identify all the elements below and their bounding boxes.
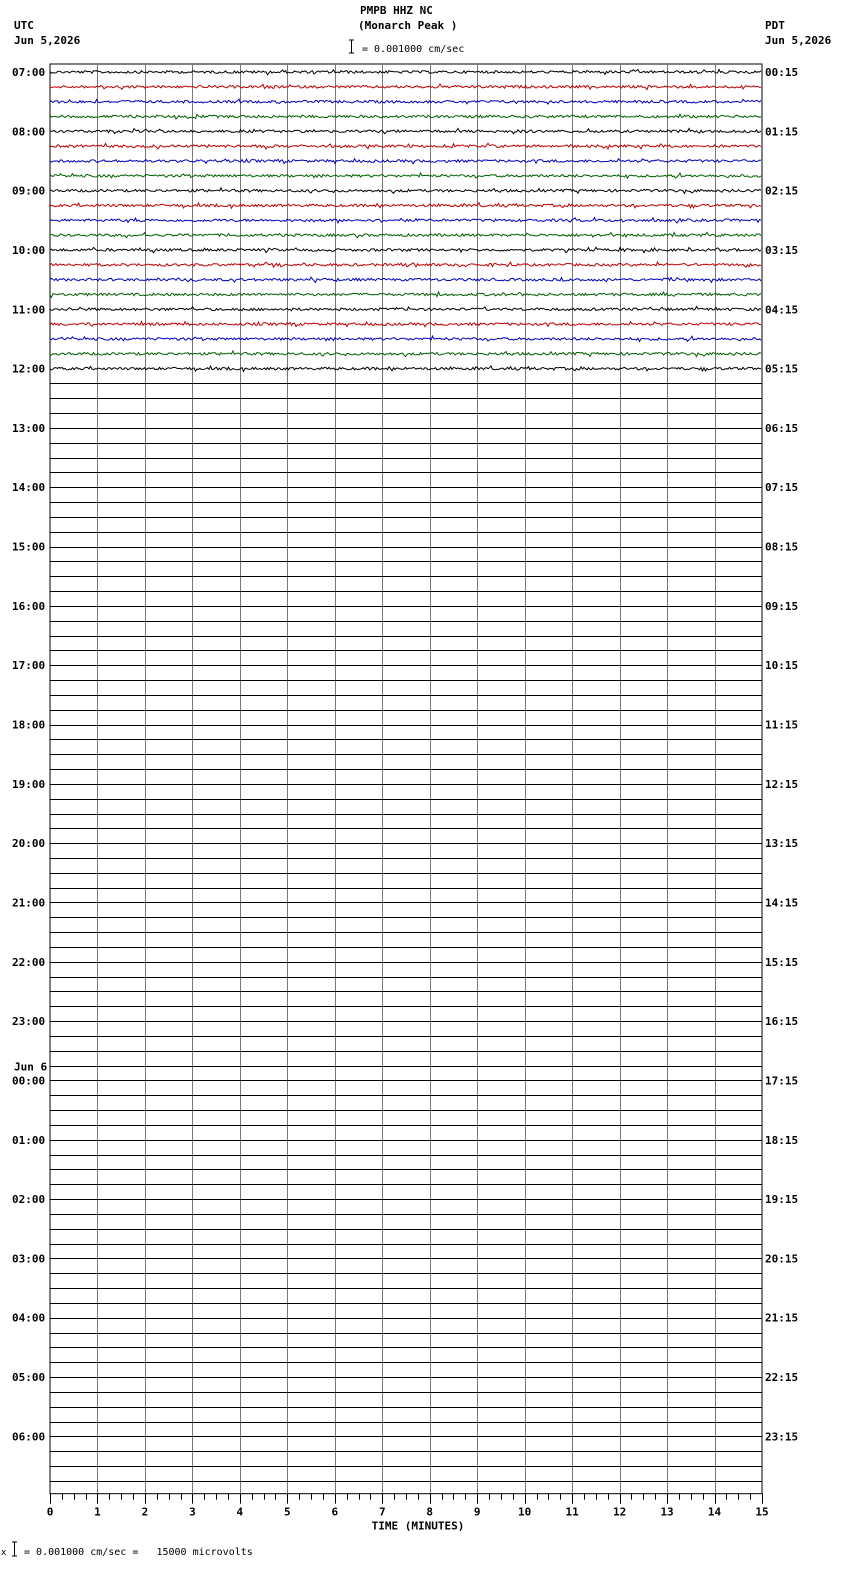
seismic-trace: [50, 351, 761, 357]
pdt-hour-label: 21:15: [765, 1311, 799, 1325]
pdt-hour-label: 19:15: [765, 1193, 799, 1207]
utc-hour-label: 23:00: [12, 1015, 46, 1029]
x-tick-label: 1: [94, 1505, 101, 1519]
x-tick-label: 15: [755, 1505, 769, 1519]
right-timezone: PDT: [765, 19, 785, 32]
utc-hour-label: 20:00: [12, 837, 46, 851]
utc-hour-label: 13:00: [12, 421, 46, 435]
pdt-hour-label: 17:15: [765, 1074, 799, 1088]
x-tick-label: 13: [660, 1505, 674, 1519]
utc-hour-label: 11:00: [12, 303, 46, 317]
seismic-trace: [50, 99, 761, 104]
seismic-trace: [50, 247, 761, 253]
x-tick-label: 4: [236, 1505, 244, 1519]
x-tick-label: 11: [565, 1505, 579, 1519]
x-tick-label: 14: [707, 1505, 722, 1519]
seismic-trace: [50, 306, 761, 310]
plot-frame: [50, 64, 762, 1494]
station-location: (Monarch Peak ): [358, 19, 458, 32]
pdt-hour-label: 18:15: [765, 1133, 799, 1147]
utc-hour-label: 07:00: [12, 66, 46, 79]
seismic-trace: [50, 159, 761, 164]
pdt-hour-label: 05:15: [765, 362, 799, 376]
seismic-trace: [50, 232, 761, 237]
utc-hour-label: 17:00: [12, 659, 46, 673]
x-tick-label: 8: [426, 1505, 434, 1519]
pdt-hour-label: 07:15: [765, 481, 799, 495]
pdt-hour-label: 15:15: [765, 955, 799, 969]
seismic-trace: [50, 188, 761, 194]
seismic-trace: [50, 143, 761, 149]
footer-scale-note: = 0.001000 cm/sec = 15000 microvolts: [24, 1547, 253, 1558]
pdt-hour-label: 11:15: [765, 718, 799, 732]
pdt-hour-label: 00:15: [765, 66, 799, 79]
x-tick-label: 0: [46, 1505, 54, 1519]
utc-hour-label: 18:00: [12, 718, 46, 732]
right-date: Jun 5,2026: [765, 34, 832, 47]
x-tick-label: 3: [189, 1505, 196, 1519]
utc-hour-label: 01:00: [12, 1133, 46, 1147]
pdt-hour-label: 20:15: [765, 1252, 799, 1266]
seismic-trace: [50, 84, 761, 90]
pdt-hour-label: 06:15: [765, 421, 799, 435]
utc-hour-label: 08:00: [12, 125, 46, 139]
x-tick-label: 9: [473, 1505, 481, 1519]
pdt-hour-label: 08:15: [765, 540, 799, 554]
utc-hour-label: 03:00: [12, 1252, 46, 1266]
pdt-hour-label: 09:15: [765, 599, 799, 613]
pdt-hour-label: 13:15: [765, 837, 799, 851]
seismic-trace: [50, 69, 761, 74]
utc-hour-label: 00:00: [12, 1074, 46, 1088]
pdt-hour-label: 22:15: [765, 1371, 799, 1385]
x-tick-label: 6: [331, 1505, 339, 1519]
date-change-label: Jun 6: [14, 1060, 48, 1074]
utc-hour-label: 10:00: [12, 243, 46, 257]
x-axis-label: TIME (MINUTES): [371, 1519, 465, 1533]
seismic-trace: [50, 366, 761, 372]
utc-hour-label: 12:00: [12, 362, 46, 376]
x-tick-label: 7: [378, 1505, 386, 1519]
scale-label: = 0.001000 cm/sec: [362, 44, 465, 55]
seismic-trace: [50, 114, 761, 119]
seismic-trace: [50, 128, 761, 133]
seismic-trace: [50, 173, 761, 178]
pdt-hour-label: 12:15: [765, 777, 799, 791]
utc-hour-label: 09:00: [12, 184, 46, 198]
x-tick-label: 10: [518, 1505, 532, 1519]
utc-hour-label: 22:00: [12, 955, 46, 969]
pdt-hour-label: 01:15: [765, 125, 799, 139]
utc-hour-label: 04:00: [12, 1311, 46, 1325]
utc-hour-label: 05:00: [12, 1371, 46, 1385]
left-date: Jun 5,2026: [14, 34, 81, 47]
x-tick-label: 2: [141, 1505, 149, 1519]
utc-hour-label: 06:00: [12, 1430, 46, 1444]
utc-hour-label: 15:00: [12, 540, 46, 554]
pdt-hour-label: 03:15: [765, 243, 799, 257]
station-title: PMPB HHZ NC: [360, 4, 433, 17]
utc-hour-label: 21:00: [12, 896, 46, 910]
seismic-trace: [50, 218, 761, 223]
utc-hour-label: 19:00: [12, 777, 46, 791]
footer-scale-icon: [11, 1541, 18, 1557]
seismic-trace: [50, 262, 761, 267]
seismic-trace: [50, 203, 761, 209]
pdt-hour-label: 10:15: [765, 659, 799, 673]
pdt-hour-label: 04:15: [765, 303, 799, 317]
pdt-hour-label: 02:15: [765, 184, 799, 198]
utc-hour-label: 14:00: [12, 481, 46, 495]
x-tick-label: 12: [612, 1505, 627, 1519]
seismic-trace: [50, 321, 761, 326]
left-timezone: UTC: [14, 19, 34, 32]
utc-hour-label: 16:00: [12, 599, 46, 613]
x-tick-label: 5: [284, 1505, 291, 1519]
pdt-hour-label: 16:15: [765, 1015, 799, 1029]
seismic-trace: [50, 336, 761, 341]
footer-mark: x: [1, 1548, 7, 1558]
pdt-hour-label: 23:15: [765, 1430, 799, 1444]
seismic-trace: [50, 277, 761, 282]
seismic-trace: [50, 292, 761, 298]
utc-hour-label: 02:00: [12, 1193, 46, 1207]
pdt-hour-label: 14:15: [765, 896, 799, 910]
